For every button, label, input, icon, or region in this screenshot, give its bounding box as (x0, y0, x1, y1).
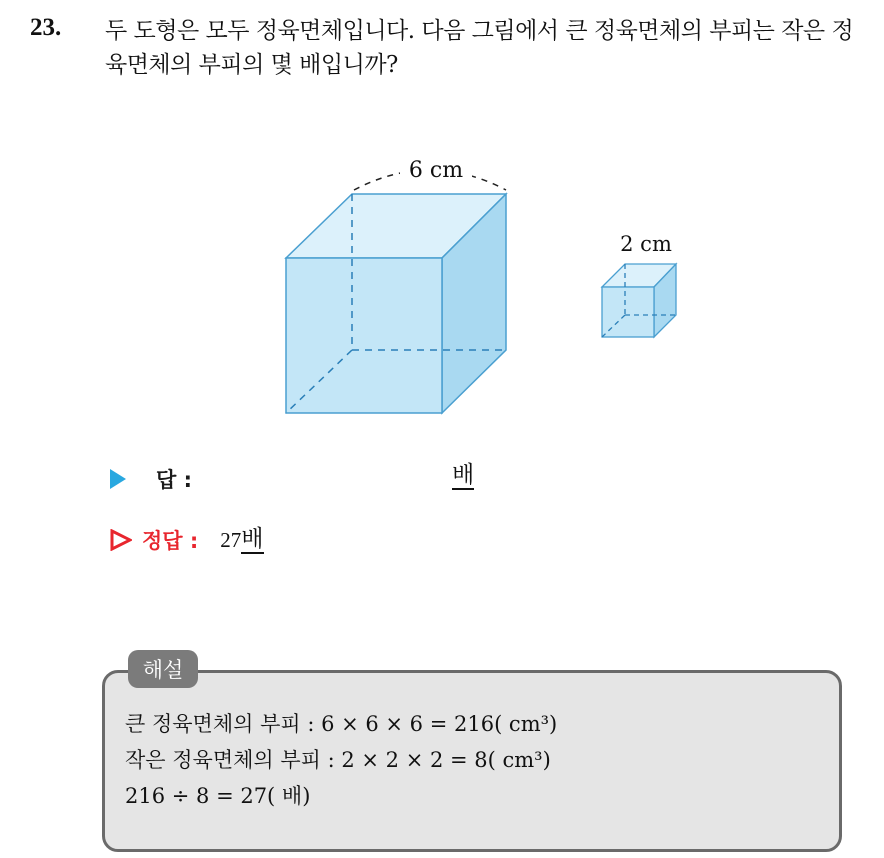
correct-answer-label: 정답 : (142, 529, 199, 553)
explanation-line: 큰 정육면체의 부피 : 6 × 6 × 6 = 216( cm³) (125, 712, 558, 736)
large-cube (286, 156, 506, 413)
large-cube-label: 6 cm (408, 158, 464, 183)
small-cube (602, 232, 676, 337)
question-number: 23. (30, 14, 62, 41)
play-arrow-icon (110, 469, 126, 489)
outline-arrow-icon (110, 529, 132, 551)
correct-answer-value: 27 (220, 527, 242, 552)
answer-label: 답 : (156, 468, 192, 492)
explanation-lines (125, 706, 557, 814)
small-cube-label: 2 cm (620, 232, 672, 256)
explanation-line: 216 ÷ 8 = 27( 배) (125, 784, 311, 808)
correct-answer-unit: 배 (241, 526, 264, 552)
explanation-tag: 해설 (128, 650, 198, 688)
explanation-line: 작은 정육면체의 부피 : 2 × 2 × 2 = 8( cm³) (125, 748, 551, 772)
question-text: 두 도형은 모두 정육면체입니다. 다음 그림에서 큰 정육면체의 부피는 작은 정육면체의 부피의 몇 배입니까? (105, 18, 854, 78)
answer-unit[interactable]: 배 (452, 462, 475, 488)
correct-answer-row (110, 523, 264, 557)
answer-row (110, 462, 475, 496)
